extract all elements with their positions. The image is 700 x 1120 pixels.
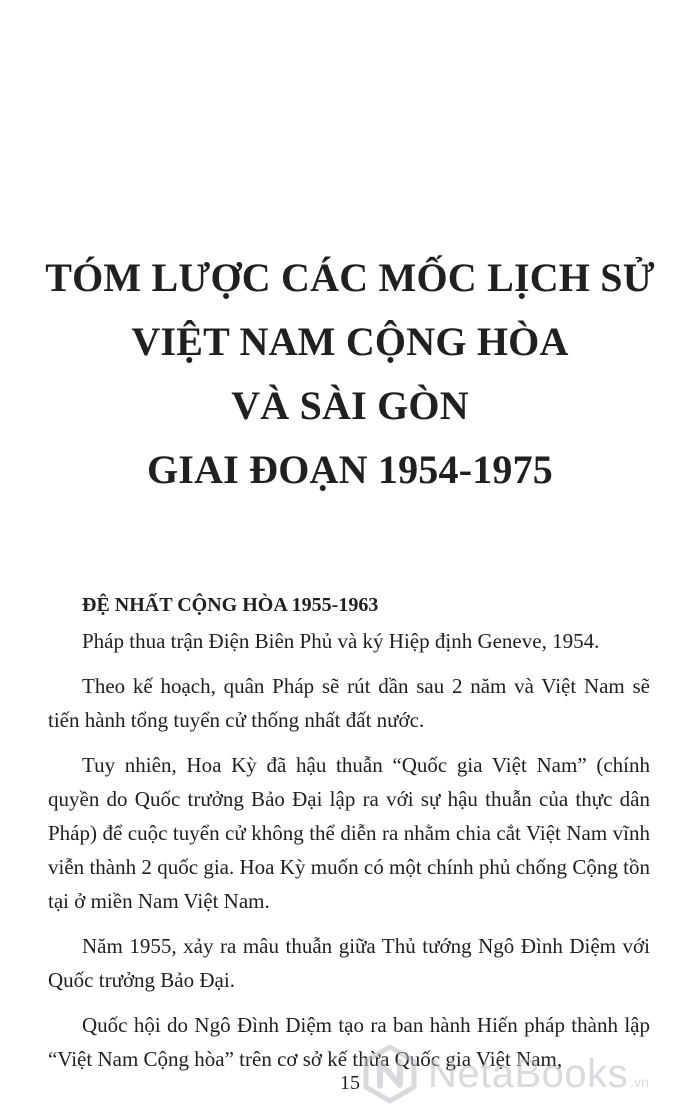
paragraph-4: Năm 1955, xảy ra mâu thuẫn giữa Thủ tướng Ngô Đình Diệm với Quốc trưởng Bảo Đại. (48, 934, 650, 992)
section-heading: ĐỆ NHẤT CỘNG HÒA 1955-1963 (82, 594, 379, 616)
watermark-suffix: .vn (630, 1074, 649, 1090)
chapter-title-line-3: VÀ SÀI GÒN (231, 383, 469, 428)
chapter-title-line-2: VIỆT NAM CỘNG HÒA (131, 319, 569, 364)
paragraph-2: Theo kế hoạch, quân Pháp sẽ rút dần sau 2 năm và Việt Nam sẽ tiến hành tổng tuyển cử thống nhất đất nước. (48, 674, 650, 732)
watermark-brand: NetaBooks (428, 1051, 629, 1096)
chapter-title-line-1: TÓM LƯỢC CÁC MỐC LỊCH SỬ (45, 255, 655, 300)
paragraph-1: Pháp thua trận Điện Biên Phủ và ký Hiệp định Geneve, 1954. (82, 629, 600, 653)
netabooks-n-logo-icon (360, 1044, 420, 1104)
chapter-title (40, 246, 660, 502)
page-number: 15 (340, 1072, 360, 1094)
body-text (48, 624, 650, 1087)
paragraph-3: Tuy nhiên, Hoa Kỳ đã hậu thuẫn “Quốc gia Việt Nam” (chính quyền do Quốc trưởng Bảo Đại lập ra với sự hậu thuẫn của thực dân Pháp) để cuộc tuyển cử không thể diễn ra nhằm chia cắt Việt Nam vĩnh viễn thành 2 quốc gia. Hoa Kỳ muốn có một chính phủ chống Cộng tồn tại ở miền Nam Việt Nam. (48, 753, 650, 913)
chapter-title-line-4: GIAI ĐOẠN 1954-1975 (146, 447, 554, 492)
paragraph-5: Quốc hội do Ngô Đình Diệm tạo ra ban hành Hiến pháp thành lập “Việt Nam Cộng hòa” trên cơ sở kế thừa Quốc gia Việt Nam, (48, 1013, 650, 1071)
watermark (360, 1042, 690, 1106)
